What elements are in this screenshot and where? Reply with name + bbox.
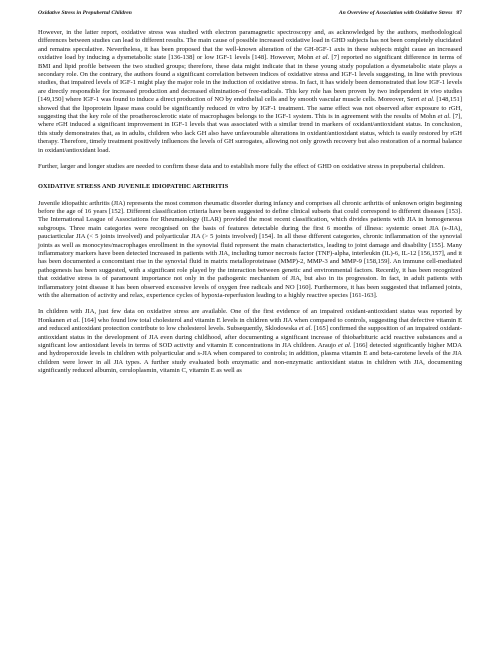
section-paragraph-2 <box>38 308 462 375</box>
text-run: However, in the latter report, oxidative stress was studied with electron paramagnetic spectroscopy and, as acknowledged by the authors, methodological differences between studies can lead to different results. The main cause of possible increased oxidative load in GHD subjects has not been completely elucidated and remains speculative. Nevertheless, it has been proposed that the well-known alteration of the GH-IGF-1 axis in these subjects might cause an increased oxidative load by inducing a dysmetabolic state [136-138] or low IGF-1 levels [148]. However, Mohn <box>38 29 462 62</box>
text-run: [166] detected significantly higher MDA and hydroperoxide levels in children with polyarticular and s-JIA when compared to controls; in addition, plasma vitamin E and beta-carotene levels of the JIA children were lower in all JIA types. A further study evaluated both enzymatic and non-enzymatic antioxidant status in children with JIA, documenting significantly reduced albumin, ceruloplasmin, vitamin C, vitamin E as well as <box>38 342 462 375</box>
italic-text-run: et al. <box>315 54 330 62</box>
italic-text-run: et al. <box>66 316 80 324</box>
italic-text-run: et al. <box>338 342 352 349</box>
header-right-group <box>339 10 462 17</box>
text-run: Further, larger and longer studies are needed to confirm these data and to establish more fully the effect of GHD on oxidative stress in prepubertal children. <box>38 163 445 171</box>
text-run: by IGF-1 treatment. The same effect was not observed after exposure to rGH, suggesting that the key role of the proatherosclerotic state of macrophages belongs to the IGF-1 system. This is in agreement with the results of Mohn <box>38 104 462 121</box>
italic-text-run: et al. <box>437 113 451 121</box>
running-header <box>38 10 462 17</box>
text-run: [7] reported no significant difference in terms of BMI and lipid profile between the two studied groups; therefore, these data might indicate that in these young study population a dysmetabolic state plays a secondary role. On the contrary, the authors found a significant correlation between indices of oxidative stress and IGF-1 levels suggesting, in line with previous studies, that impaired levels of IGF-1 might play the major role in the induction of oxidative stress. In fact, it has widely been demonstrated that low IGF-1 levels are directly responsible for increased production and decreased elimination-of free-radicals. This key role has been proven by two independent <box>38 54 462 95</box>
section-heading: OXIDATIVE STRESS AND JUVENILE IDIOPATHIC ARTHRITIS <box>38 182 229 190</box>
section-paragraph-1 <box>38 200 462 301</box>
italic-text-run: in vivo <box>423 87 442 95</box>
italic-text-run: in vitro <box>229 104 250 112</box>
text-run: [7], where rGH induced a significant improvement in IGF-1 levels that was associated with a similar trend in markers of oxidant/antioxidant status. In conclusion, this study demonstrates that, as in adults, children who lack GH also have unfavourable alterations in oxidant/antioxidant status, which is easily restored by rGH therapy. Therefore, timely treatment positively influences the levels of GH surrogates, allowing not only growth recovery but also restoration of a normal balance in oxidant/antioxidant load. <box>38 113 462 154</box>
italic-text-run: et al. <box>421 96 435 104</box>
text-run: [165] confirmed the supposition of an impaired oxidant-antioxidant status in the development of JIA even during childhood, after documenting a significant increase of thiobarbituric acid reactive substances and a significant low antioxidant levels in terms of SOD activity and vitamin E concentrations in JIA children. Araujo <box>38 325 463 349</box>
paragraph-1 <box>38 29 462 155</box>
italic-text-run: et al. <box>298 325 313 333</box>
page-number: 87 <box>456 10 462 16</box>
text-run: In children with JIA, just few data on oxidative stress are available. One of the first evidence of an impaired oxidant-antioxidant status was reported by Honkanen <box>38 308 462 324</box>
text-run: Juvenile idiopathic arthritis (JIA) represents the most common rheumatic disorder during infancy and comprises all chronic arthritis of unknown origin beginning before the age of 16 years [152]. Different classification criteria have been suggested to define clinical subsets that could correspond to different diseases [153]. The International League of Associations for Rheumatology (ILAR) provided the most recent classification, which divides patients with JIA in homogeneous subgroups. Three main categories were recognised on the basis of features detectable during the first 6 months of illness: systemic onset JIA (s-JIA), pauciarticular JIA (< 5 joints involved) and polyarticular JIA (> 5 joints involved) [154]. In all these different categories, chronic inflammation of the synovial joints as well as monocytes/macrophages enrollment in the synovial fluid represent the main characteristics, leading to joint damage and disability [155]. Many inflammatory markers have been detected increased in patients with JIA, including tumor necrosis factor (TNF)-alpha, interleukin (IL)-6, IL-12 [156,157], and it has been documented a concomitant rise in the synovial fluid in matrix metalloproteinase (MMP)-2, MMP-3 and MMP-9 [158,159]. An immune cell-mediated pathogenesis has been suggested, with a significant role played by the interaction between genetic and environmental factors. Recently, it has been recognized that oxidative stress is of paramount importance not only in the pathogenic mechanism of JIA, but also in its progression. In fact, in adult patients with inflammatory joint disease it has been observed excessive levels of oxygen free radicals and NO [160]. Furthermore, it has been suggested that inflamed joints, with the alternation of activity and relax, experience cycles of hypoxia-reperfusion leading to a highly reactive species [161-163]. <box>38 199 462 299</box>
paragraph-2 <box>38 163 462 171</box>
text-run: [164] who found low total cholesterol and vitamin E levels in children with JIA when compared to controls, suggesting that defective vitamin E and reduced antioxidant protection contribute to low cholesterol levels. Subsequently, Sklodowska <box>38 316 463 333</box>
text-run: [148,151] showed that the lipoprotein lipase mass could be significantly reduced <box>38 96 462 112</box>
header-right-title: An Overview of Association with Oxidative Stress <box>338 10 453 16</box>
text-run: studies [149,150] where IGF-1 was found to induce a direct production of NO by endothelial cells and by smooth vascular muscle cells. Moreover, Serri <box>38 87 462 104</box>
header-left-title: Oxidative Stress in Prepubertal Children <box>38 10 132 16</box>
